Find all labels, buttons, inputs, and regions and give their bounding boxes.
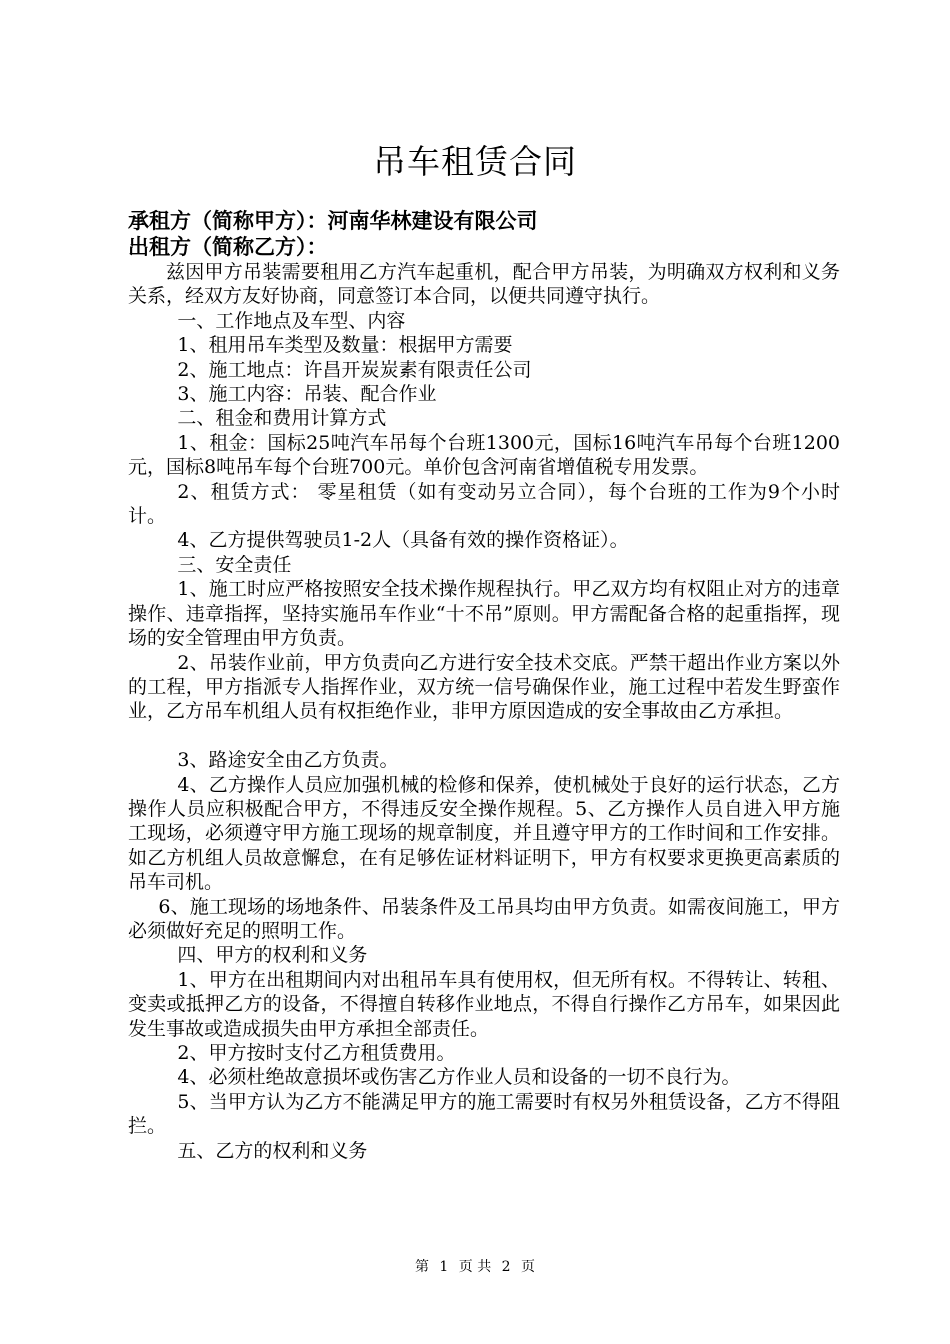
lessor-line: 出租方（简称乙方）： xyxy=(128,235,328,259)
contract-body xyxy=(128,260,840,1163)
paragraph: 1、租用吊车类型及数量：根据甲方需要 xyxy=(177,334,513,357)
document-title: 吊车租赁合同 xyxy=(373,142,577,181)
paragraph: 4、乙方提供驾驶员1-2人（具备有效的操作资格证）。 xyxy=(177,529,629,552)
paragraph: 1、租金：国标25吨汽车吊每个台班1300元，国标16吨汽车吊每个台班1200元，国标8吨吊车每个台班700元。单价包含河南省增值税专用发票。 xyxy=(128,431,840,479)
paragraph: 1、施工时应严格按照安全技术操作规程执行。甲乙双方均有权阻止对方的违章操作、违章指挥，坚持实施吊车作业“十不吊”原则。甲方需配备合格的起重指挥，现场的安全管理由甲方负责。 xyxy=(128,578,840,650)
page-label-suffix: 页 xyxy=(521,1259,536,1275)
section-heading: 五、乙方的权利和义务 xyxy=(177,1139,368,1162)
paragraph: 4、必须杜绝故意损坏或伤害乙方作业人员和设备的一切不良行为。 xyxy=(177,1066,741,1089)
total-page-count: 2 xyxy=(501,1259,511,1275)
section-heading: 一、工作地点及车型、内容 xyxy=(177,309,406,332)
paragraph: 1、甲方在出租期间内对出租吊车具有使用权，但无所有权。不得转让、转租、变卖或抵押乙方的设备，不得擅自转移作业地点，不得自行操作乙方吊车，如果因此发生事故或造成损失由甲方承担全部责任。 xyxy=(128,968,840,1040)
paragraph: 5、当甲方认为乙方不能满足甲方的施工需要时有权另外租赁设备，乙方不得阻拦。 xyxy=(128,1090,840,1138)
paragraph: 2、施工地点：许昌开炭炭素有限责任公司 xyxy=(177,358,532,381)
section-heading: 二、租金和费用计算方式 xyxy=(177,407,387,430)
paragraph: 2、甲方按时支付乙方租赁费用。 xyxy=(177,1041,456,1064)
paragraph: 3、施工内容：吊装、配合作业 xyxy=(177,383,437,406)
lessee-line: 承租方（简称甲方）：河南华林建设有限公司 xyxy=(128,209,538,233)
paragraph: 兹因甲方吊装需要租用乙方汽车起重机，配合甲方吊装，为明确双方权利和义务关系，经双方友好协商，同意签订本合同，以便共同遵守执行。 xyxy=(128,261,840,308)
paragraph: 2、吊装作业前，甲方负责向乙方进行安全技术交底。严禁干超出作业方案以外的工程，甲方指派专人指挥作业，双方统一信号确保作业，施工过程中若发生野蛮作业，乙方吊车机组人员有权拒绝作业，非甲方原因造成的安全事故由乙方承担。 xyxy=(128,651,840,723)
current-page-number: 1 xyxy=(439,1259,449,1275)
section-heading: 三、安全责任 xyxy=(177,553,292,576)
paragraph: 6、施工现场的场地条件、吊装条件及工吊具均由甲方负责。如需夜间施工，甲方必须做好充足的照明工作。 xyxy=(128,895,840,942)
section-heading: 四、甲方的权利和义务 xyxy=(177,944,368,967)
page-footer xyxy=(0,1258,950,1276)
blank-line xyxy=(128,724,840,748)
contract-parties xyxy=(128,208,848,260)
paragraph: 3、路途安全由乙方负责。 xyxy=(177,749,399,772)
paragraph: 4、乙方操作人员应加强机械的检修和保养，使机械处于良好的运行状态，乙方操作人员应积极配合甲方，不得违反安全操作规程。5、乙方操作人员自进入甲方施工现场，必须遵守甲方施工现场的规章制度，并且遵守甲方的工作时间和工作安排。如乙方机组人员故意懈怠，在有足够佐证材料证明下，甲方有权要求更换更高素质的吊车司机。 xyxy=(128,773,840,894)
paragraph: 2、租赁方式： 零星租赁（如有变动另立合同），每个台班的工作为9个小时计。 xyxy=(128,480,840,528)
page-label-prefix: 第 xyxy=(414,1259,429,1275)
page-label-mid: 页 共 xyxy=(458,1259,492,1275)
